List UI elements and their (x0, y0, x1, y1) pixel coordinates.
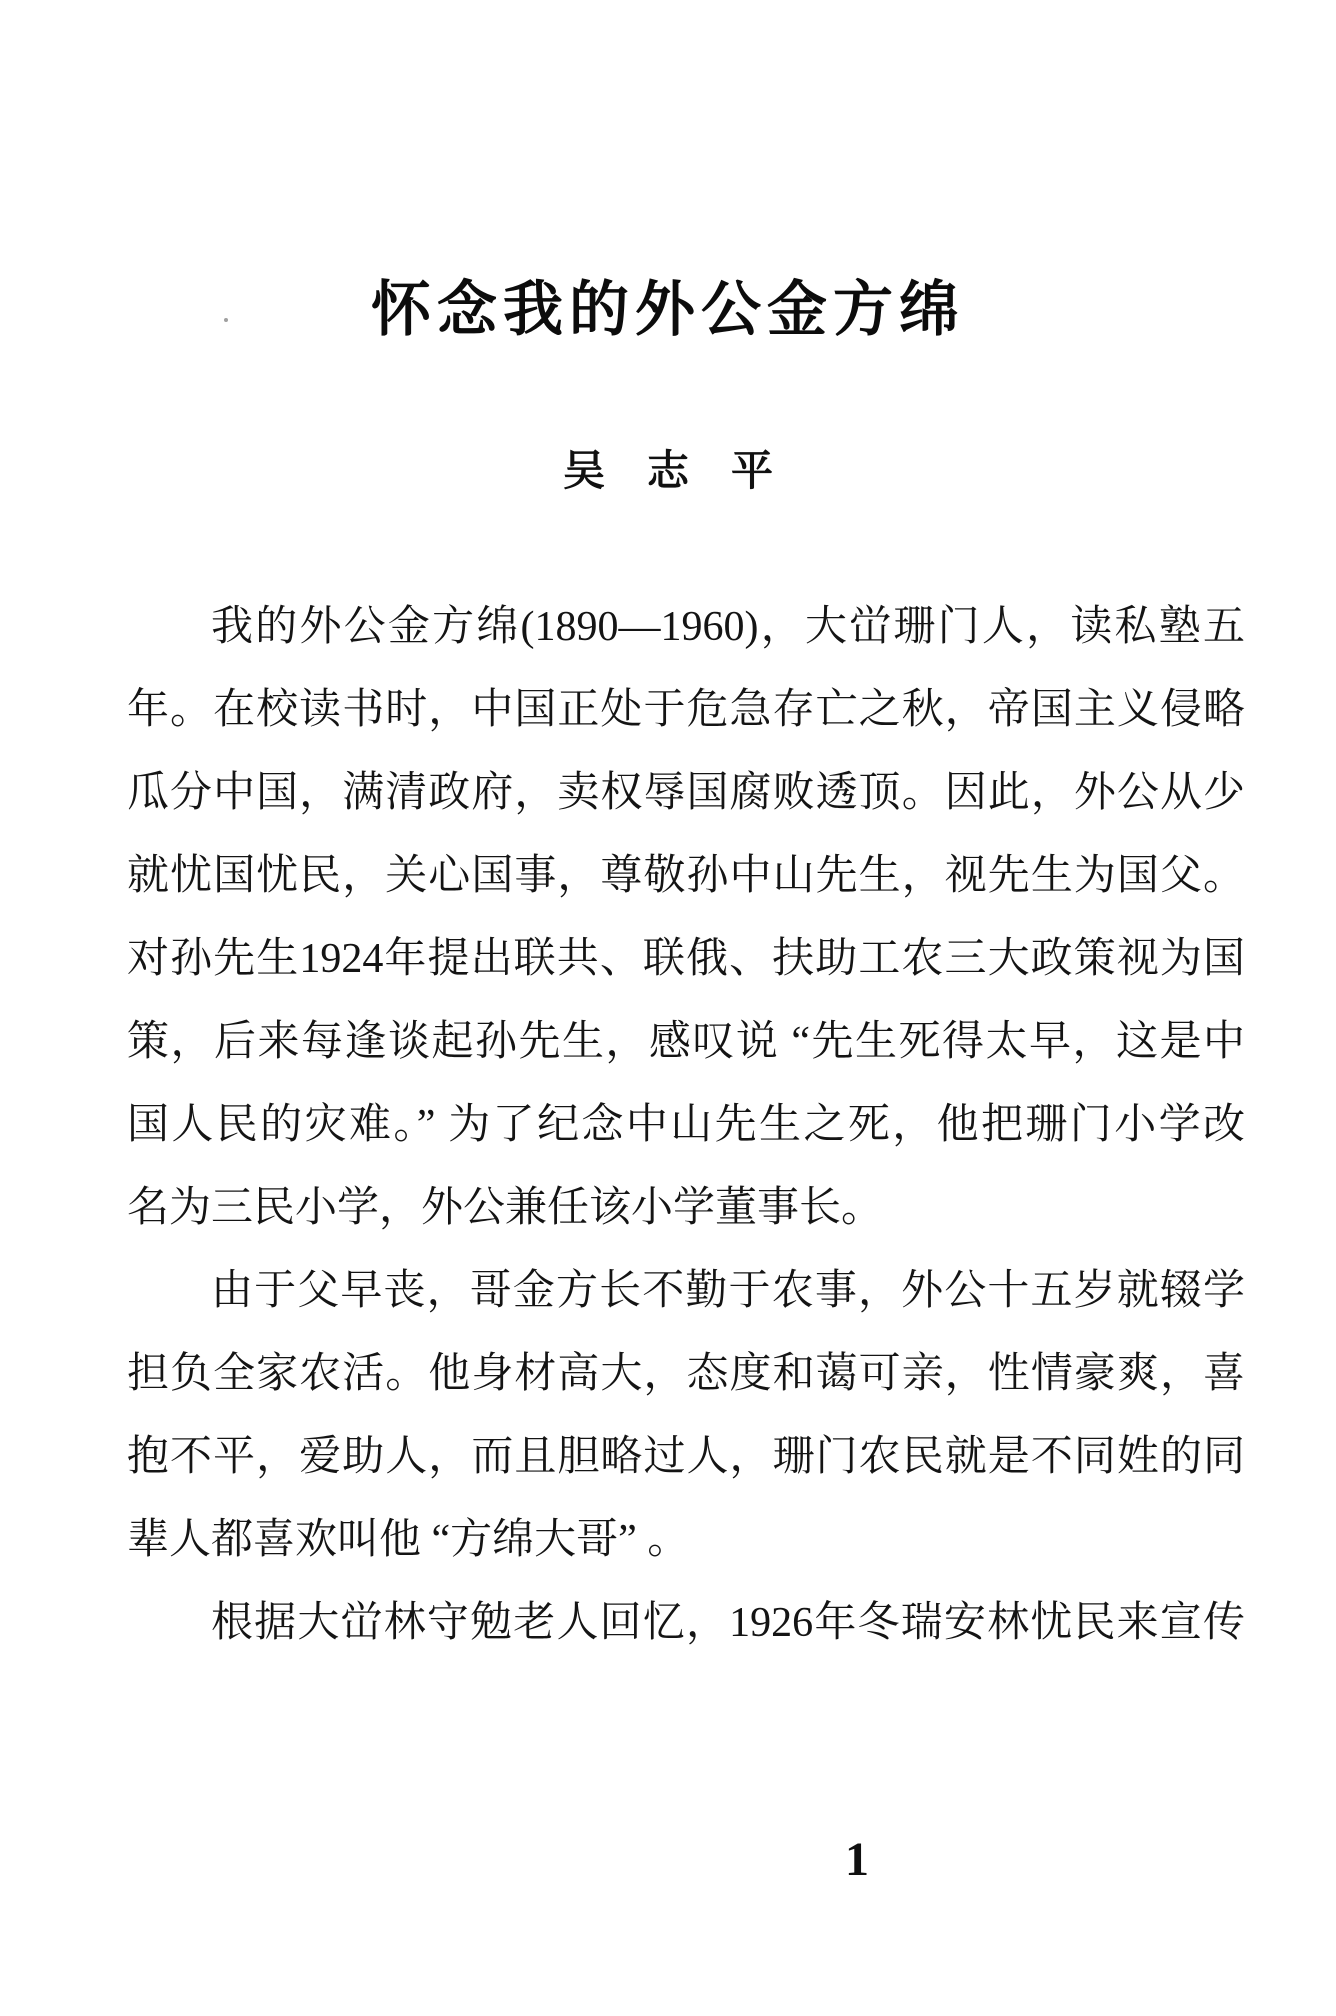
body-line: 抱不平，爱助人，而且胆略过人，珊门农民就是不同姓的同 (127, 1434, 1245, 1480)
body-line: 对孙先生1924年提出联共、联俄、扶助工农三大政策视为国 (127, 936, 1245, 982)
body-line: 根据大峃林守勉老人回忆，1926年冬瑞安林忧民来宣传 (211, 1600, 1245, 1646)
body-line: 就忧国忧民，关心国事，尊敬孙中山先生，视先生为国父。 (127, 853, 1245, 899)
body-line: 辈人都喜欢叫他 “方绵大哥” 。 (127, 1517, 690, 1563)
body-line: 国人民的灾难。” 为了纪念中山先生之死，他把珊门小学改 (127, 1102, 1245, 1148)
body-line: 瓜分中国，满清政府，卖权辱国腐败透顶。因此，外公从少 (127, 770, 1245, 816)
body-line: 由于父早丧，哥金方长不勤于农事，外公十五岁就辍学 (211, 1268, 1245, 1314)
page-number: 1 (845, 1833, 869, 1886)
body-line: 名为三民小学，外公兼任该小学董事长。 (127, 1185, 884, 1231)
author-name: 吴 志 平 (562, 449, 773, 495)
page-title: 怀念我的外公金方绵 (371, 277, 965, 343)
body-text (127, 586, 1245, 1665)
body-line: 策，后来每逢谈起孙先生，感叹说 “先生死得太早，这是中 (127, 1019, 1245, 1065)
body-line: 担负全家农活。他身材高大，态度和蔼可亲，性情豪爽，喜 (127, 1351, 1245, 1397)
body-line: 我的外公金方绵(1890—1960)，大峃珊门人，读私塾五 (211, 604, 1245, 650)
body-line: 年。在校读书时，中国正处于危急存亡之秋，帝国主义侵略 (127, 687, 1245, 733)
